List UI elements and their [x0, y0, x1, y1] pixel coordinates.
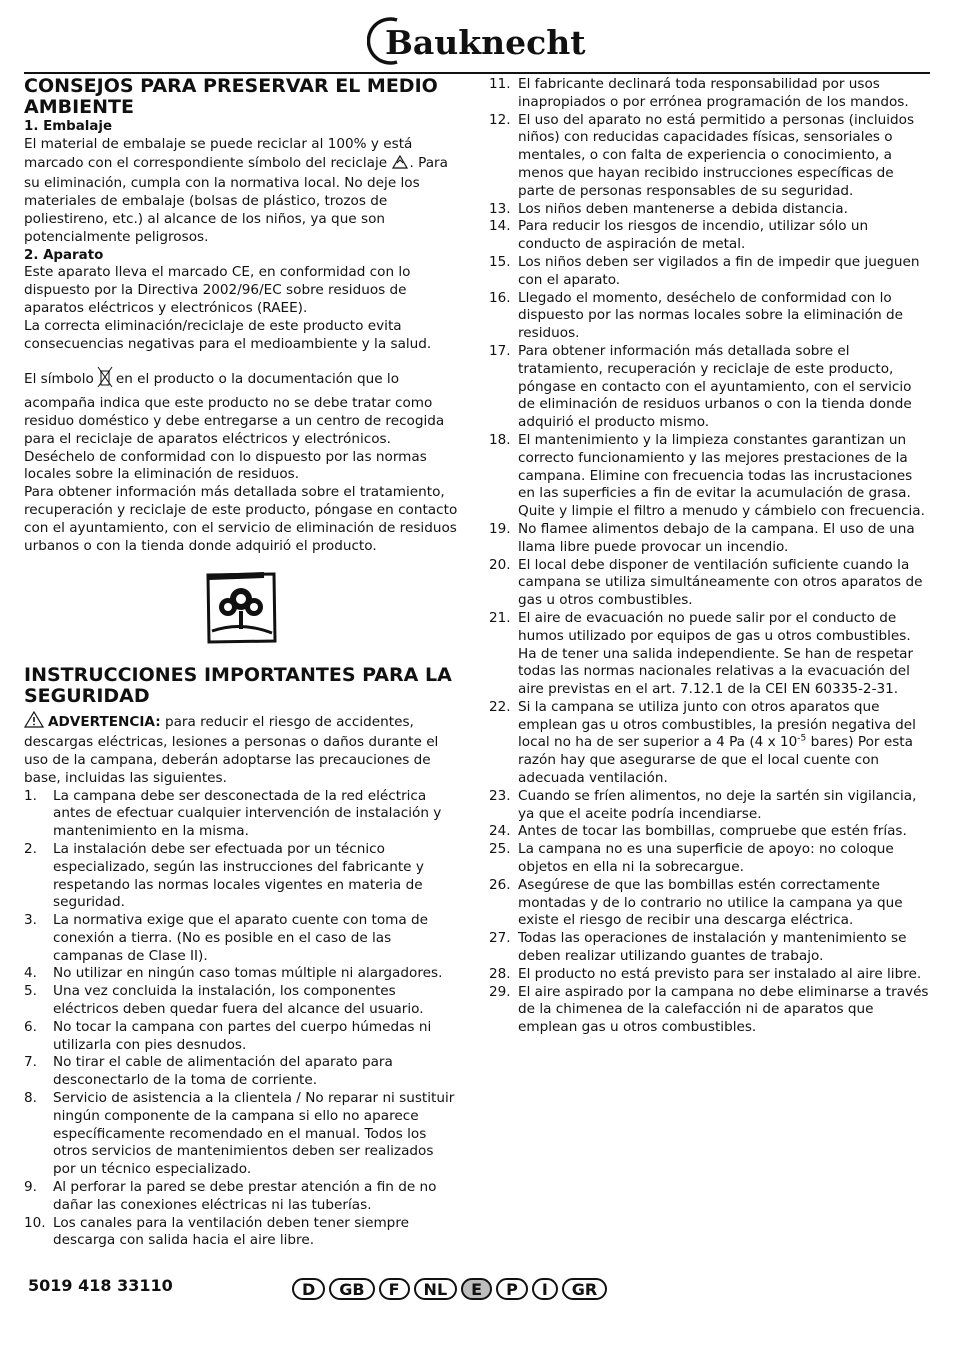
list-item-number: 15. — [489, 253, 511, 270]
svg-text:Bauknecht: Bauknecht — [385, 23, 586, 62]
info-paragraph: Para obtener información más detallada sobre el tratamiento, recuperación y reciclaje de este producto, póngase en contacto con el ayuntamiento, con el servicio de eliminación de residuos urbanos o con la tienda donde adquirió el producto. — [24, 484, 458, 554]
list-item-text: El uso del aparato no está permitido a personas (incluidos niños) con reducidas capacidades físicas, sensoriales o mentales, o con falta de experiencia o conocimiento, a menos que hayan recibido instrucciones específicas de parte de personas responsables de su seguridad. — [518, 111, 915, 199]
list-item-text: No utilizar en ningún caso tomas múltiple ni alargadores. — [53, 965, 443, 982]
tree-illustration-icon — [204, 571, 278, 645]
safety-list-continued — [489, 76, 929, 699]
list-item-number: 28. — [489, 965, 511, 982]
list-item: 22. Si la campana se utiliza junto con otros aparatos que emplean gas u otros combustibles, la presión negativa del local no ha de ser superior a 4 Pa (4 x $10^{-5}$ bares) Por esta razón hay que asegurarse de que el local cuente con adecuada ventilación. — [489, 698, 916, 787]
list-item-text: Para reducir los riesgos de incendio, utilizar sólo un conducto de aspiración de metal. — [518, 218, 869, 253]
safety-list-end — [489, 788, 929, 1037]
list-item-number: 29. — [489, 983, 511, 1000]
brand-logo — [0, 14, 954, 66]
safety-list-item-22 — [489, 699, 929, 788]
list-item — [24, 841, 460, 912]
list-item — [24, 788, 460, 841]
list-item-number: 27. — [489, 930, 511, 947]
list-item-text: Los niños deben ser vigilados a fin de impedir que jueguen con el aparato. — [518, 253, 920, 288]
language-badge-e[interactable]: E — [461, 1278, 492, 1300]
language-selector — [292, 1278, 607, 1300]
list-item-number: 11. — [489, 76, 511, 92]
left-column — [24, 76, 460, 1250]
list-item-number: 18. — [489, 431, 511, 448]
list-item-text: El fabricante declinará toda responsabilidad por usos inapropiados o por errónea programación de los mandos. — [518, 76, 909, 110]
list-item — [489, 966, 929, 984]
safety-heading: INSTRUCCIONES IMPORTANTES PARA LA SEGURIDAD — [24, 664, 452, 708]
list-item-text: El aire de evacuación no puede salir por el conducto de humos utilizado por equipos de gas u otros combustibles. Ha de tener una salida independiente. Se han de respetar todas las normas nacionales relativas a la evacuación del aire previstas en el art. 7.12.1 de la CEI EN 60335-2-31. — [518, 609, 914, 698]
list-item — [489, 76, 929, 112]
list-item — [489, 343, 929, 432]
list-item-text: Llegado el momento, deséchelo de conformidad con lo dispuesto por las normas locales sobre la eliminación de residuos. — [518, 289, 904, 342]
list-item-number: 9. — [24, 1179, 37, 1196]
list-item-text: Al perforar la pared se debe prestar atención a fin de no dañar las conexiones eléctricas ni las tuberías. — [53, 1179, 437, 1213]
list-item-text: No tocar la campana con partes del cuerpo húmedas ni utilizarla con pies desnudos. — [53, 1018, 432, 1053]
list-item-number: 17. — [489, 342, 511, 359]
symbol-paragraph: El símbolo en el producto o la documentación que lo acompaña indica que este producto no se debe tratar como residuo doméstico y debe entregarse a un centro de recogida para el reciclaje de aparatos eléctricos y electrónicos. Deséchelo de conformidad con lo dispuesto por las normas locales sobre la eliminación de residuos. — [24, 365, 460, 484]
recycle-icon — [391, 154, 409, 176]
header-rule — [24, 72, 930, 74]
list-item-number: 5. — [24, 983, 37, 1000]
list-item — [489, 254, 929, 290]
list-item-number: 12. — [489, 111, 511, 128]
list-item — [489, 841, 929, 877]
list-item-number: 16. — [489, 289, 511, 306]
list-item-number: 6. — [24, 1018, 37, 1035]
list-item-text: No flamee alimentos debajo de la campana. El uso de una llama libre puede provocar un incendio. — [518, 520, 915, 555]
list-item — [489, 290, 929, 343]
list-item-number: 2. — [24, 840, 37, 857]
disposal-paragraph: La correcta eliminación/reciclaje de este producto evita consecuencias negativas para el medioambiente y la salud. — [24, 317, 432, 352]
list-item — [489, 218, 929, 254]
environment-heading: CONSEJOS PARA PRESERVAR EL MEDIO AMBIENTE — [24, 75, 438, 118]
crossed-bin-icon — [97, 365, 113, 395]
document-code: 5019 418 33110 — [28, 1276, 173, 1295]
list-item-text: Los niños deben mantenerse a debida distancia. — [518, 200, 848, 217]
list-item-text: Para obtener información más detallada sobre el tratamiento, recuperación y reciclaje de este producto, póngase en contacto con el ayuntamiento, con el servicio de eliminación de residuos urbanos o con la tienda donde adquirió el producto mismo. — [518, 342, 912, 431]
list-item — [489, 557, 929, 610]
list-item-text: La normativa exige que el aparato cuente con toma de conexión a tierra. (No es posible en el caso de las campanas de Clase II). — [53, 912, 429, 964]
list-item-number: 10. — [24, 1214, 46, 1231]
list-item — [24, 1090, 460, 1179]
list-item-number: 23. — [489, 787, 511, 804]
list-item-number: 13. — [489, 200, 511, 217]
list-item — [24, 1054, 460, 1090]
list-item-text: La instalación debe ser efectuada por un técnico especializado, según las instrucciones del fabricante y respetando las normas locales vigentes en materia de seguridad. — [53, 840, 424, 911]
list-item-text: Antes de tocar las bombillas, compruebe que estén frías. — [518, 823, 907, 840]
language-badge-i[interactable]: I — [532, 1278, 558, 1300]
bauknecht-logo-icon — [367, 14, 587, 66]
list-item-number: 26. — [489, 876, 511, 893]
list-item-text: Los canales para la ventilación deben tener siempre descarga con salida hacia el aire libre. — [53, 1214, 409, 1249]
list-item-number: 24. — [489, 823, 511, 840]
list-item-number: 25. — [489, 841, 511, 858]
language-badge-nl[interactable]: NL — [414, 1278, 458, 1300]
language-badge-f[interactable]: F — [379, 1278, 410, 1300]
list-item — [24, 1179, 460, 1215]
list-item — [489, 823, 929, 841]
list-item — [489, 521, 929, 557]
list-item — [489, 877, 929, 930]
list-item — [489, 984, 929, 1037]
packaging-subheading: 1. Embalaje — [24, 119, 113, 134]
list-item-text: Una vez concluida la instalación, los componentes eléctricos deben quedar fuera del alcance del usuario. — [53, 983, 424, 1018]
list-item-number: 8. — [24, 1090, 37, 1107]
right-column — [489, 76, 929, 1037]
list-item — [489, 610, 929, 699]
warning-paragraph: ADVERTENCIA: para reducir el riesgo de accidentes, descargas eléctricas, lesiones a personas o daños durante el uso de la campana, deberán adoptarse las precauciones de base, incluidas las siguientes. — [24, 711, 460, 787]
list-item-text: El mantenimiento y la limpieza constantes garantizan un correcto funcionamiento y las mejores prestaciones de la campana. Elimine con frecuencia todas las incrustaciones en las superficies a fin de evitar la acumulación de grasa. Quite y limpie el filtro a menudo y cámbielo con frecuencia. — [518, 431, 925, 520]
language-badge-d[interactable]: D — [292, 1278, 325, 1300]
list-item-text: No tirar el cable de alimentación del aparato para desconectarlo de la toma de corriente. — [53, 1054, 393, 1089]
list-item-text: Servicio de asistencia a la clientela / No reparar ni sustituir ningún componente de la campana si ello no aparece específicamente recomendado en el manual. Todos los otros servicios de mantenimientos deben ser realizados por un técnico especializado. — [53, 1090, 455, 1178]
list-item — [489, 201, 929, 219]
ce-paragraph: Este aparato lleva el marcado CE, en conformidad con lo dispuesto por la Directiva 2002/96/EC sobre residuos de aparatos eléctricos y electrónicos (RAEE). — [24, 264, 411, 316]
list-item-text: La campana debe ser desconectada de la red eléctrica antes de efectuar cualquier intervención de instalación y mantenimiento en la misma. — [53, 787, 442, 840]
list-item-number: 1. — [24, 787, 37, 804]
language-badge-gb[interactable]: GB — [329, 1278, 374, 1300]
list-item — [489, 432, 929, 521]
appliance-subheading: 2. Aparato — [24, 247, 104, 263]
language-badge-p[interactable]: P — [496, 1278, 528, 1300]
list-item-number: 4. — [24, 965, 37, 982]
list-item-text: Asegúrese de que las bombillas estén correctamente montadas y de lo contrario no utilice la campana ya que existe el riesgo de recibir una descarga eléctrica. — [518, 876, 903, 929]
list-item-number: 14. — [489, 218, 511, 235]
list-item — [489, 112, 929, 201]
list-item — [24, 983, 460, 1019]
list-item-text: Cuando se fríen alimentos, no deje la sartén sin vigilancia, ya que el aceite podría incendiarse. — [518, 787, 917, 822]
list-item-text: El aire aspirado por la campana no debe eliminarse a través de la chimenea de la calefacción ni de aparatos que emplean gas u otros combustibles. — [518, 983, 929, 1036]
warning-triangle-icon — [24, 711, 44, 734]
language-badge-gr[interactable]: GR — [562, 1278, 607, 1300]
list-item-number: 19. — [489, 520, 511, 537]
list-item-number: 3. — [24, 912, 37, 929]
list-item-number: 7. — [24, 1054, 37, 1071]
list-item — [24, 965, 460, 983]
list-item-text: Todas las operaciones de instalación y mantenimiento se deben realizar utilizando guantes de trabajo. — [518, 930, 907, 965]
list-item-text: La campana no es una superficie de apoyo: no coloque objetos en ella ni la sobrecargue. — [518, 841, 894, 876]
list-item-text: El producto no está previsto para ser instalado al aire libre. — [518, 965, 922, 982]
packaging-paragraph: El material de embalaje se puede reciclar al 100% y está marcado con el correspondiente símbolo del reciclaje . Para su eliminación, cumpla con la normativa local. No deje los materiales de embalaje (bolsas de plástico, trozos de poliestireno, etc.) al alcance de los niños, ya que son potencialmente peligrosos. — [24, 135, 448, 245]
list-item — [24, 1215, 460, 1251]
list-item — [489, 788, 929, 824]
list-item-text: El local debe disponer de ventilación suficiente cuando la campana se utiliza simultáneamente con otros aparatos de gas u otros combustibles. — [518, 556, 923, 609]
list-item — [24, 912, 460, 965]
list-item — [489, 930, 929, 966]
safety-list — [24, 788, 460, 1251]
list-item-number: 20. — [489, 556, 511, 573]
list-item-number: 21. — [489, 609, 511, 626]
list-item — [24, 1019, 460, 1055]
